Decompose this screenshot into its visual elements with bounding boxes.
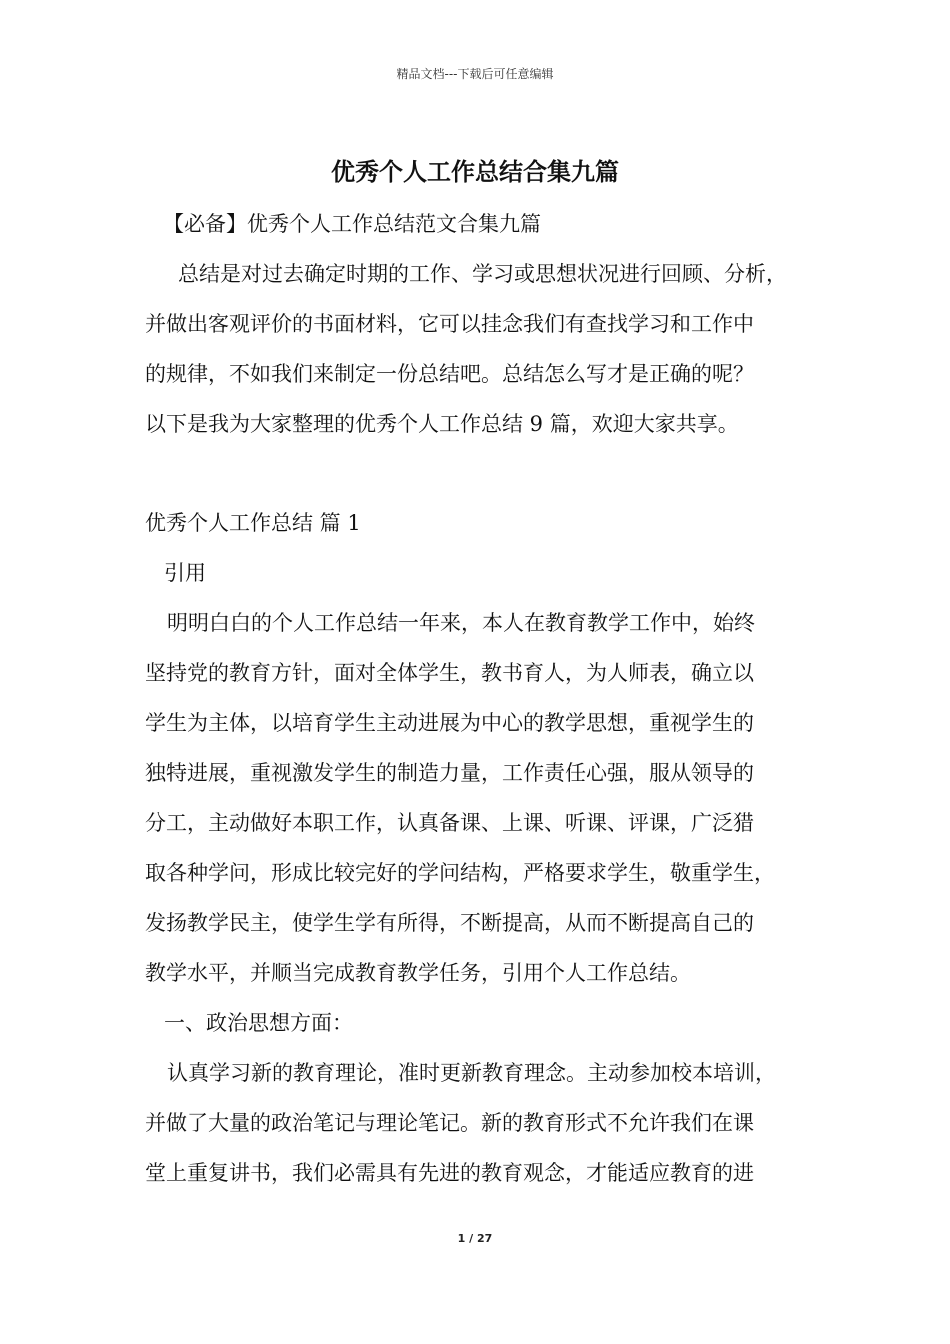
paragraph-line: 认真学习新的教育理论，准时更新教育理念。主动参加校本培训， [167,1061,776,1085]
paragraph-line: 以下是我为大家整理的优秀个人工作总结 9 篇，欢迎大家共享。 [145,412,739,436]
paragraph-line: 总结是对过去确定时期的工作、学习或思想状况进行回顾、分析， [178,262,787,286]
paragraph-line: 独特进展，重视激发学生的制造力量，工作责任心强，服从领导的 [145,761,754,785]
paragraph-line: 并做了大量的政治笔记与理论笔记。新的教育形式不允许我们在课 [145,1111,754,1135]
header-note: 精品文档---下载后可任意编辑 [396,67,554,81]
paragraph-line: 发扬教学民主，使学生学有所得，不断提高，从而不断提高自己的 [145,911,754,935]
paragraph-line: 的规律，不如我们来制定一份总结吧。总结怎么写才是正确的呢？ [145,362,754,386]
paragraph-line: 学生为主体，以培育学生主动进展为中心的教学思想，重视学生的 [145,711,754,735]
paragraph-line: 明明白白的个人工作总结一年来，本人在教育教学工作中，始终 [167,611,755,635]
paragraph-line: 堂上重复讲书，我们必需具有先进的教育观念，才能适应教育的进 [145,1161,754,1185]
section-heading: 一、政治思想方面： [164,1011,353,1035]
paragraph-line: 并做出客观评价的书面材料，它可以挂念我们有查找学习和工作中 [145,312,754,336]
section-heading: 优秀个人工作总结 篇 1 [145,511,361,535]
document-title: 优秀个人工作总结合集九篇 [331,158,619,186]
paragraph-line: 分工，主动做好本职工作，认真备课、上课、听课、评课，广泛猎 [145,811,754,835]
paragraph-line: 取各种学问，形成比较完好的学问结构，严格要求学生，敬重学生， [145,861,775,885]
paragraph-line: 教学水平，并顺当完成教育教学任务，引用个人工作总结。 [145,961,691,985]
subtitle-line: 【必备】优秀个人工作总结范文合集九篇 [163,212,541,236]
paragraph-line: 引用 [164,561,206,585]
page-number: 1 / 27 [457,1232,493,1245]
paragraph-line: 坚持党的教育方针，面对全体学生，教书育人，为人师表，确立以 [145,661,754,685]
